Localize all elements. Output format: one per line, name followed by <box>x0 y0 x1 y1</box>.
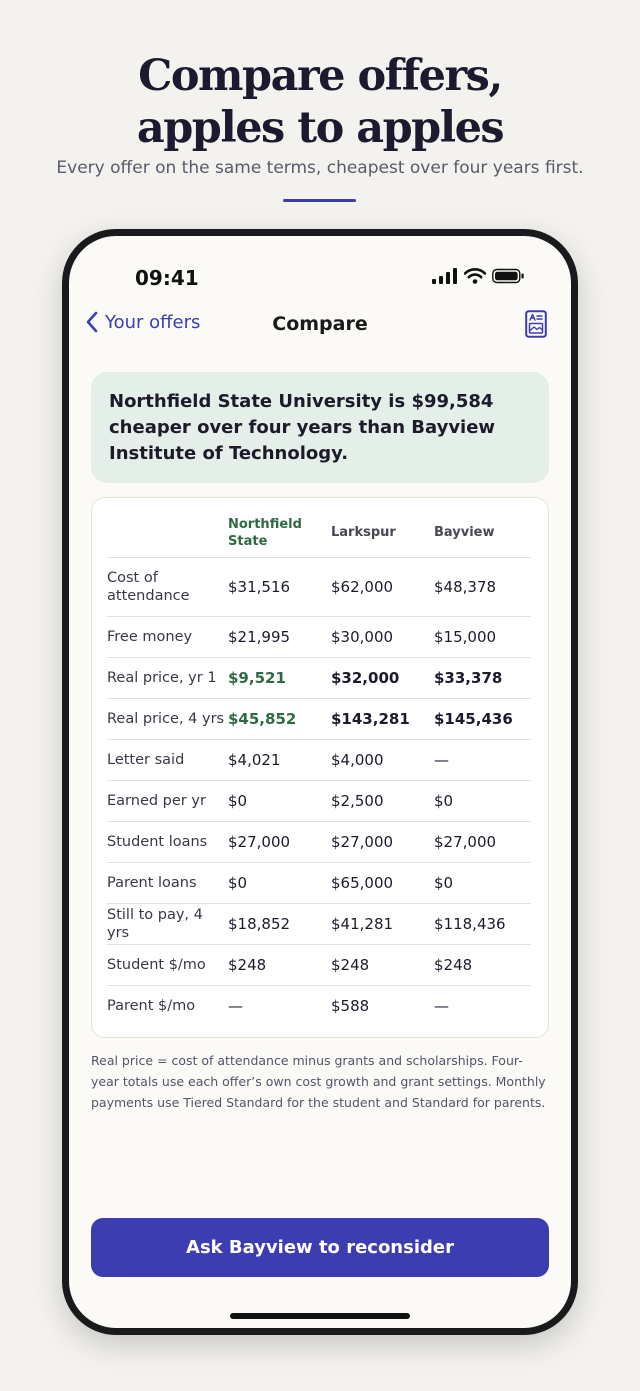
cell-northfield: $27,000 <box>228 822 331 863</box>
row-label: Parent $/mo <box>107 998 196 1014</box>
status-icons <box>432 268 525 284</box>
cell-larkspur: $62,000 <box>331 558 434 617</box>
hero-divider <box>283 199 356 202</box>
cell-larkspur: $143,281 <box>331 699 434 740</box>
row-label: Still to pay, 4 yrs <box>107 904 228 945</box>
row-label: Cost of attendance <box>107 558 228 617</box>
table-row <box>107 658 531 699</box>
hero-title-line2: apples to apples <box>136 103 504 153</box>
table-row <box>107 699 531 740</box>
table-row <box>107 986 531 1027</box>
battery-icon <box>492 268 525 284</box>
column-header-larkspur: Larkspur <box>331 508 434 558</box>
row-label: Letter said <box>107 740 228 781</box>
row-label: Real price, yr 1 <box>107 658 228 699</box>
cell-bayview: — <box>434 740 531 781</box>
cell-bayview: $0 <box>434 781 531 822</box>
report-button[interactable] <box>525 310 547 342</box>
savings-callout: Northfield State University is $99,584 cheaper over four years than Bayview Institute of Technology. <box>91 372 549 483</box>
cell-bayview: — <box>434 997 449 1015</box>
status-time: 09:41 <box>135 266 199 290</box>
cell-northfield: $4,021 <box>228 740 331 781</box>
back-button-label: Your offers <box>105 311 201 333</box>
row-label: Parent loans <box>107 863 228 904</box>
cell-northfield: $0 <box>228 781 331 822</box>
cell-northfield: $31,516 <box>228 558 331 617</box>
comparison-table-card <box>91 497 549 1038</box>
table-row <box>107 863 531 904</box>
row-label: Earned per yr <box>107 781 228 822</box>
report-icon <box>525 310 547 338</box>
cell-larkspur: $65,000 <box>331 863 434 904</box>
header-corner <box>107 508 228 558</box>
cell-northfield: $21,995 <box>228 617 331 658</box>
cell-northfield: $9,521 <box>228 658 331 699</box>
cell-northfield: $18,852 <box>228 904 331 945</box>
table-row <box>107 904 531 945</box>
cell-bayview: $145,436 <box>434 699 531 740</box>
home-indicator <box>230 1313 410 1319</box>
table-header-row <box>107 508 531 558</box>
cell-larkspur: $30,000 <box>331 617 434 658</box>
cell-larkspur: $27,000 <box>331 822 434 863</box>
cell-northfield: $0 <box>228 863 331 904</box>
footnote: Real price = cost of attendance minus grants and scholarships. Four-year totals use each offer’s own cost growth and grant settings. Monthly payments use Tiered Standard for the student and Standard for parents. <box>91 1053 546 1110</box>
column-header-northfield: Northfield State <box>228 508 331 558</box>
ask-reconsider-button[interactable]: Ask Bayview to reconsider <box>91 1218 549 1277</box>
cell-northfield: — <box>228 997 243 1015</box>
row-label: Free money <box>107 617 228 658</box>
cell-northfield: $45,852 <box>228 699 331 740</box>
page-title: Compare <box>272 313 368 335</box>
table-row <box>107 822 531 863</box>
table-row <box>107 740 531 781</box>
cell-bayview: $27,000 <box>434 822 531 863</box>
cell-bayview: $248 <box>434 945 531 986</box>
table-row <box>107 558 531 617</box>
cell-larkspur: $588 <box>331 997 370 1015</box>
row-label: Student loans <box>107 822 228 863</box>
cell-bayview: $15,000 <box>434 617 531 658</box>
table-row <box>107 617 531 658</box>
row-label: Real price, 4 yrs <box>107 699 228 740</box>
hero-title-line1: Compare offers, <box>138 51 502 101</box>
cell-bayview: $118,436 <box>434 904 531 945</box>
cell-bayview: $0 <box>434 863 531 904</box>
cellular-signal-icon <box>432 268 458 284</box>
phone-frame <box>62 229 578 1335</box>
comparison-table <box>107 508 531 1026</box>
wifi-icon <box>464 268 486 284</box>
hero-subtitle: Every offer on the same terms, cheapest over four years first. <box>56 158 584 178</box>
cell-larkspur: $41,281 <box>331 904 434 945</box>
phone-screen <box>69 236 571 1328</box>
cell-larkspur: $32,000 <box>331 658 434 699</box>
row-label: Student $/mo <box>107 945 228 986</box>
table-row <box>107 945 531 986</box>
hero-title <box>0 50 640 154</box>
cell-bayview: $48,378 <box>434 558 531 617</box>
cell-larkspur: $4,000 <box>331 740 434 781</box>
cell-larkspur: $2,500 <box>331 781 434 822</box>
cell-larkspur: $248 <box>331 945 434 986</box>
cell-bayview: $33,378 <box>434 658 531 699</box>
cell-northfield: $248 <box>228 945 331 986</box>
column-header-bayview: Bayview <box>434 508 531 558</box>
table-row <box>107 781 531 822</box>
